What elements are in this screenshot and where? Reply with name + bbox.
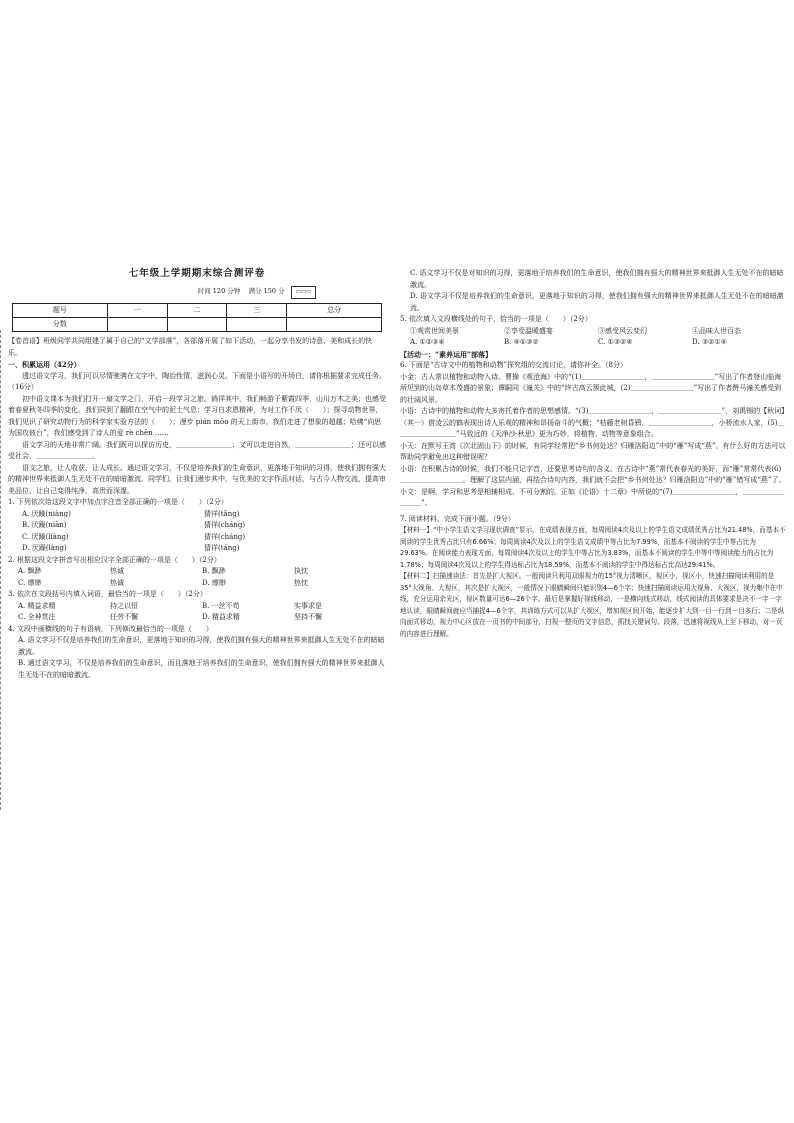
option: 猜徉(tǎng) [204,509,240,518]
option: 热诚 [110,567,124,575]
option[interactable]: A. 精益求精 [18,601,56,610]
option[interactable]: C. 全神贯注 [18,613,56,621]
option[interactable]: B. 厌躁(niàn) [22,521,67,529]
score-cell[interactable] [107,318,167,332]
question-5-items [400,326,786,338]
sentence-item: ④品味人世百态 [692,326,741,335]
question-1-options [8,509,386,555]
passage-paragraph: 语文学习的天地非常广阔。我们既可以探访历史，＿＿＿＿＿＿＿＿；又可以走进自然，＿＿＿＿＿＿＿＿；还可以感受社会，＿＿＿＿＿＿＿＿。 [8,440,386,460]
option[interactable]: A. ①②③④ [410,338,445,346]
option[interactable]: C. ①③②④ [598,338,633,346]
sentence-item: ③感受风云变幻 [598,326,647,335]
option: 坚持不懈 [294,613,322,621]
right-column [400,268,786,640]
question-7: 7. 阅读材料，完成下面小题。（9分） [400,514,515,523]
score-table-row [13,304,382,318]
material-1: 【材料一】“中小学生语文学习现状调查”显示，在成绩表现方面，每周阅读4次及以上的学生语文成绩优秀占比为21.48%，而基本不阅读的学生优秀占比只有6.66%；每周阅读4次及以上的学生语文成绩中等占比为7.99%，而基本不阅读的学生中等占比为29.63%。在阅读能力表现方面，每周阅读4次及以上的学生中等占比为3.83%，而基本不阅读的学生中等中等阅读能力的占比为1.78%；每周阅读4次及以上的学生得达标占比为18.59%，而基本不阅读的学生中得达标占比高达29.41%。 [400,526,786,569]
preface: 【卷首语】班级同学共同组建了属于自己的“文学部落”，各部落开展了如下活动，一起分享书发的诗意、美和成长的快乐。 [8,337,373,357]
passage-paragraph: 初中语文课本为我们打开一扇文学之门，开启一段学习之旅。徜徉其中，我们畅游于紫霞四季，山川万木之美；也感受着春夏秋冬四季的变化，我们同到了翻跟在空气中的泥土气息；学习白求恩精神，为对工作不厌（ ）；探寻动物世界，我们见识了研究动物行为的科学家实验方法的（ ）；漫步 pián mōo 的天上街市，我们走进了想象的超越；哈佛“向思为国攻彼台”，我们感受到了诗人的爱 rè chēn …… [8,394,386,437]
option[interactable]: A. 语文学习不仅是培养我们的生命意识，更落地于知识的习得，使我们拥有强大的精神世界来抵御人生无处不在的暗暗激流。 [18,636,385,656]
question-3-options [8,601,386,624]
score-cell: 三 [227,304,287,318]
option: 实事求是 [294,601,322,610]
option[interactable]: C. 厌躁(liàng) [22,532,69,541]
binding-line [0,330,7,810]
score-cell[interactable] [287,318,382,332]
option: 持之以恒 [110,601,138,610]
option: 热诚 [110,578,124,587]
option[interactable]: A. 飘渺 [18,567,42,575]
question-6: 6. 下面是“古诗文中的植物和动物”探究组的交流讨论，请你补全。（8分） [400,361,628,369]
sentence-item: ②享受温暖盛宴 [504,326,553,335]
sentence-item: ①观赏世间美景 [410,326,459,335]
option: 热忱 [294,578,308,587]
option[interactable]: B. ④①③② [504,338,539,346]
option[interactable]: B. 飘渺 [202,567,226,575]
score-table [12,303,382,332]
option[interactable]: A. 厌躁(niàng) [22,509,71,518]
option: 任劳不懈 [110,613,138,621]
material-2: 【材料二】扫描速读法：首先是扩大视区。一般阅读只利用双眼视力的15°视力清晰区，视区小，视区小，快速扫描阅读利用的是35°大视角、大视区，其次是扩大视区，一般情况下眼睛瞬间只能识别4—6个字；快速扫描阅读运用大视角、大视区，视力集中在中线，充分运用余光区，视区数量可达6—26个字。最后是掌握好视线移动，一是横向线式移动，线式阅读的具体要求是决不一字一字地认读，眼睛瞬间就应当捕捉4—6个字，其训练方式可以从扩大视区，增加视区间开始，能逐步扩大到一目一行到一目多行；二是纵向面式移动，视力中心区放在一页书的中间部分，扫视一整页的文字信息，抓找关键词句、段落，迅速将视线从上至下移动，对一页的内容进行理解。 [400,572,785,638]
option: 猜徉(cháng) [204,521,246,529]
question-2-options [8,566,386,589]
exam-title: 七年级上学期期末综合测评卷 [128,268,266,279]
score-cell: 一 [107,304,167,318]
option[interactable]: C. 缥缈 [18,578,42,587]
question-2: 2. 根据这段文字拼音写出相应汉字全部正确的一项是（ ）（2分） [8,555,221,564]
section-heading: 一、积累运用（42分） [8,360,81,369]
activity-heading: 【活动一：“素养运用”部落】 [400,349,493,359]
score-table-row [13,318,382,332]
option[interactable]: B. 一丝不苟 [202,601,240,610]
dialogue-line: 小天：在默写王湾《次北固山下》的时候，有同学经常把“乡书何处达？归雁洛阳边”中的“雁”写成“燕”。有什么好的方法可以帮助同学避免出这种错误呢？ [400,441,786,461]
dialogue-line: 小金：古人常以植物和动物入诗。曹操《观沧海》中的“(1)＿＿＿＿＿＿＿＿＿，＿＿＿＿＿＿＿＿＿”写出了作者登山临海所见到的山岛草木茂盛的景象；谭嗣同《潼关》中的“终古高云簇此城，(2)＿＿＿＿＿＿＿＿＿”写出了作者赞马潼关感受到的壮阔风景。 [400,372,782,404]
exam-meta [8,286,386,300]
option: 执忱 [294,567,308,575]
question-5-options [400,337,786,349]
score-cell[interactable] [227,318,287,332]
option: 猜徉(táng) [204,544,240,552]
question-3: 3. 依次在文段括号内填入词语，最恰当的一项是（ ）（2分） [8,590,207,598]
stamp-icon: ▭▭▭ [291,286,317,300]
score-cell: 题号 [13,304,108,318]
score-cell: 二 [167,304,227,318]
option[interactable]: B. 通过语文学习，不仅是培养我们的生命意识，而且落地于培养我们的生命意识，使我们拥有强大的精神世界来抵御人生无处不在的暗暗激流。 [18,659,385,679]
exam-full-score: 满分 150 分 [248,286,285,295]
passage-paragraph: 语文之旅，让人收获、让人成长。通过语文学习，不仅是培养我们的生命意识，更落地于知识的习得，使我们拥有强大的精神世界来抵御人生无处不在的暗暗激流。同学们，让我们漫步其中，与优美的文字作品对话，与古今人物交流，提高审美品位，让自己变得纯净、高贵而深邃。 [8,463,386,495]
option[interactable]: C. 语文学习不仅是对知识的习得，更落地于培养我们的生命意识，使我们拥有强大的精神世界来抵御人生无处不在的暗暗激流。 [410,269,784,289]
exam-time: 时间 120 分钟 [197,286,241,295]
dialogue-line: 小文：是啊，学习和思考是相辅相成、不可分割的。正如《论语》十二章》中所说的“(7)＿＿＿＿＿＿＿＿＿，＿＿＿＿＿＿＿＿＿”。 [400,487,785,507]
option[interactable]: D. 语文学习不仅是培养我们的生命意识，更落地于知识的习得，使我们拥有强大的精神世界来抵御人生无处不在的暗暗激流。 [410,292,784,312]
option[interactable]: D. 厌躁(làng) [22,544,67,552]
option: 猜徉(cháng) [204,532,246,541]
dialogue-line: 小语：在积累古诗的时候，我们不能只记字音，还要思考诗句的含义。在古诗中“燕”常代表春光的美好，而“雁”常常代表(6)＿＿＿＿＿＿＿＿＿。理解了这层内涵，再结合诗句内容，我们就不会把“乡书何处达？归雁洛阳边”中的“雁”错写成“燕”了。 [400,464,786,484]
option[interactable]: D. ③②①④ [692,338,727,346]
option[interactable]: D. 缥缈 [202,578,226,587]
score-cell: 总分 [287,304,382,318]
dialogue-line: 小语：古诗中的植物和动物大多寄托着作者的思想感情。“(3)＿＿＿＿＿＿＿＿＿，＿＿＿＿＿＿＿＿＿”，刘禹锡的【秋词】（其一）借凌云的鹤表现出诗人乐观的精神和昂扬奋斗的气概；“枯藤老树昏鸦，＿＿＿＿＿＿＿＿＿，小桥流水人家，(5)＿＿＿＿＿＿＿＿＿”马致远的《天净沙·秋思》更为巧妙，将植物、动物等意象组合。 [400,407,785,438]
score-cell[interactable] [167,318,227,332]
task-intro: 透过语文学习，我们可以尽情驰骋在文字中，陶冶性情，滋润心灵。下面是小语写的开场白，请你根据要求完成任务。（16分） [8,371,386,391]
left-column [8,268,386,681]
score-cell: 分数 [13,318,108,332]
option[interactable]: D. 精益求精 [202,613,240,621]
question-5: 5. 依次填入文段横线处的句子，恰当的一项是（ ）（2分） [400,315,592,323]
question-4: 4. 文段中画横线的句子有语病，下列修改最恰当的一项是（ ） [8,624,213,633]
question-1: 1. 下列依次给这段文字中加点字注音全部正确的一项是（ ）（2分） [8,498,228,506]
